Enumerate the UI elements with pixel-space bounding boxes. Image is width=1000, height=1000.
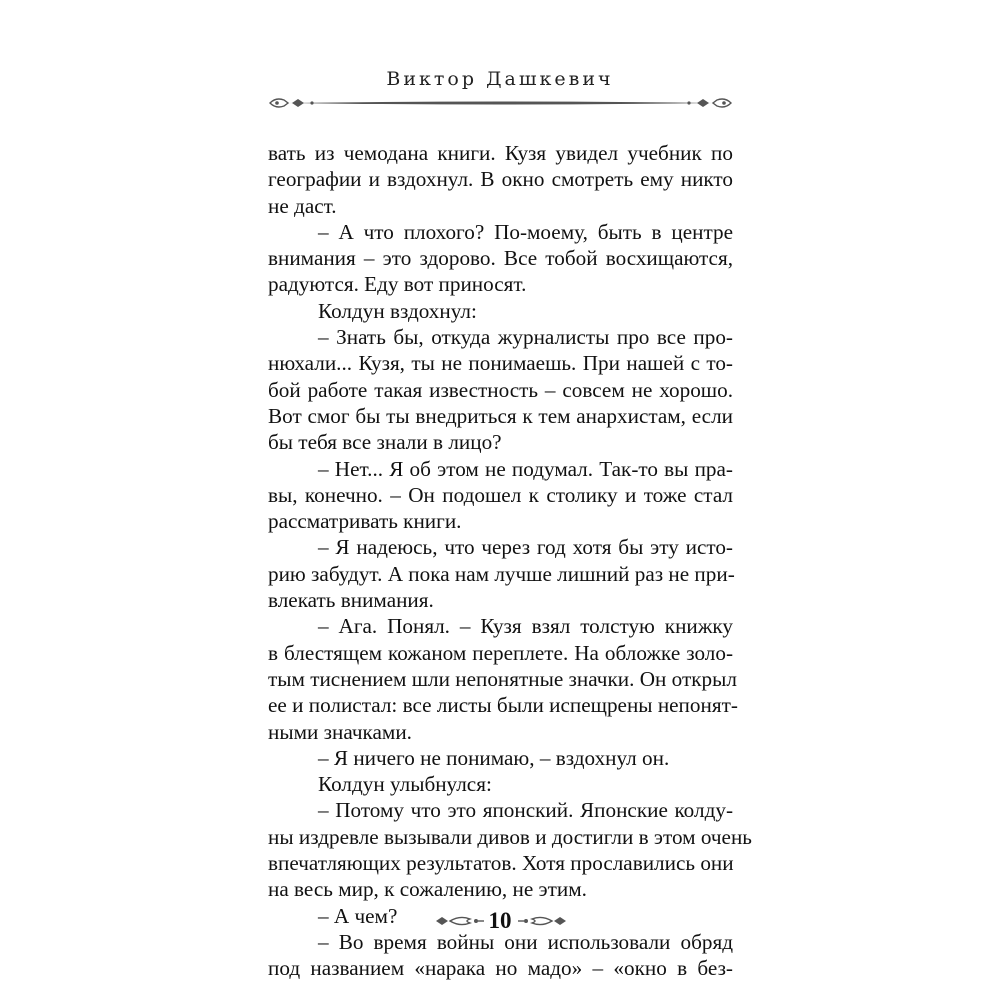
text-line: Вот смог бы ты внедриться к тем анархистам, если (268, 403, 733, 428)
text-line: ными значками. (268, 719, 412, 744)
text-line: впечатляющих результатов. Хотя прославились они (268, 851, 734, 876)
text-line: вать из чемодана книги. Кузя увидел учебник по (268, 141, 733, 165)
text-line: – Нет... Я об этом не подумал. Так-то вы пра- (318, 456, 733, 481)
text-line: под названием «нарака но мадо» – «окно в без- (268, 956, 733, 981)
page-body-text (268, 140, 752, 982)
flourish-right-icon (518, 915, 568, 927)
page-footer (0, 906, 1000, 936)
text-line: – Знать бы, откуда журналисты про все про- (318, 325, 733, 350)
text-line: – А что плохого? По-моему, быть в центре (318, 219, 733, 244)
text-line: не даст. (268, 193, 337, 218)
text-line: географии и вздохнул. В окно смотреть ему никто (268, 167, 733, 192)
running-header-author: Виктор Дашкевич (386, 68, 614, 90)
text-line: внимания – это здорово. Все тобой восхищаются, (268, 246, 733, 271)
text-line: – Потому что это японский. Японские колду- (318, 798, 733, 823)
text-line: – Ага. Понял. – Кузя взял толстую книжку (318, 614, 733, 639)
ornamental-rule-icon (268, 93, 733, 113)
text-line: Колдун улыбнулся: (318, 772, 492, 797)
text-line: рию забудут. А пока нам лучше лишний раз не при- (268, 561, 735, 586)
text-line: – Во время войны они использовали обряд (318, 929, 733, 954)
text-line: ны издревле вызывали дивов и достигли в этом очень (268, 824, 752, 849)
text-line: – А чем? (318, 903, 398, 928)
text-line: бы тебя все знали в лицо? (268, 430, 502, 455)
text-line: вы, конечно. – Он подошел к столику и тоже стал (268, 482, 733, 507)
text-line: – Я надеюсь, что через год хотя бы эту исто- (318, 535, 733, 560)
text-line: рассматривать книги. (268, 509, 462, 534)
text-line: влекать внимания. (268, 588, 434, 613)
text-line: нюхали... Кузя, ты не понимаешь. При нашей с то- (268, 351, 733, 376)
text-line: – Я ничего не понимаю, – вздохнул он. (318, 745, 670, 770)
text-line: в блестящем кожаном переплете. На обложке золо- (268, 640, 733, 665)
text-line: радуются. Еду вот приносят. (268, 272, 527, 297)
text-line: бой работе такая известность – совсем не хорошо. (268, 377, 733, 402)
page-number: 10 (488, 908, 512, 933)
text-line: Колдун вздохнул: (318, 298, 477, 323)
text-line: тым тиснением шли непонятные значки. Он открыл (268, 666, 737, 691)
text-line: ее и полистал: все листы были испещрены непонят- (268, 693, 738, 718)
text-line: на весь мир, к сожалению, не этим. (268, 877, 587, 902)
